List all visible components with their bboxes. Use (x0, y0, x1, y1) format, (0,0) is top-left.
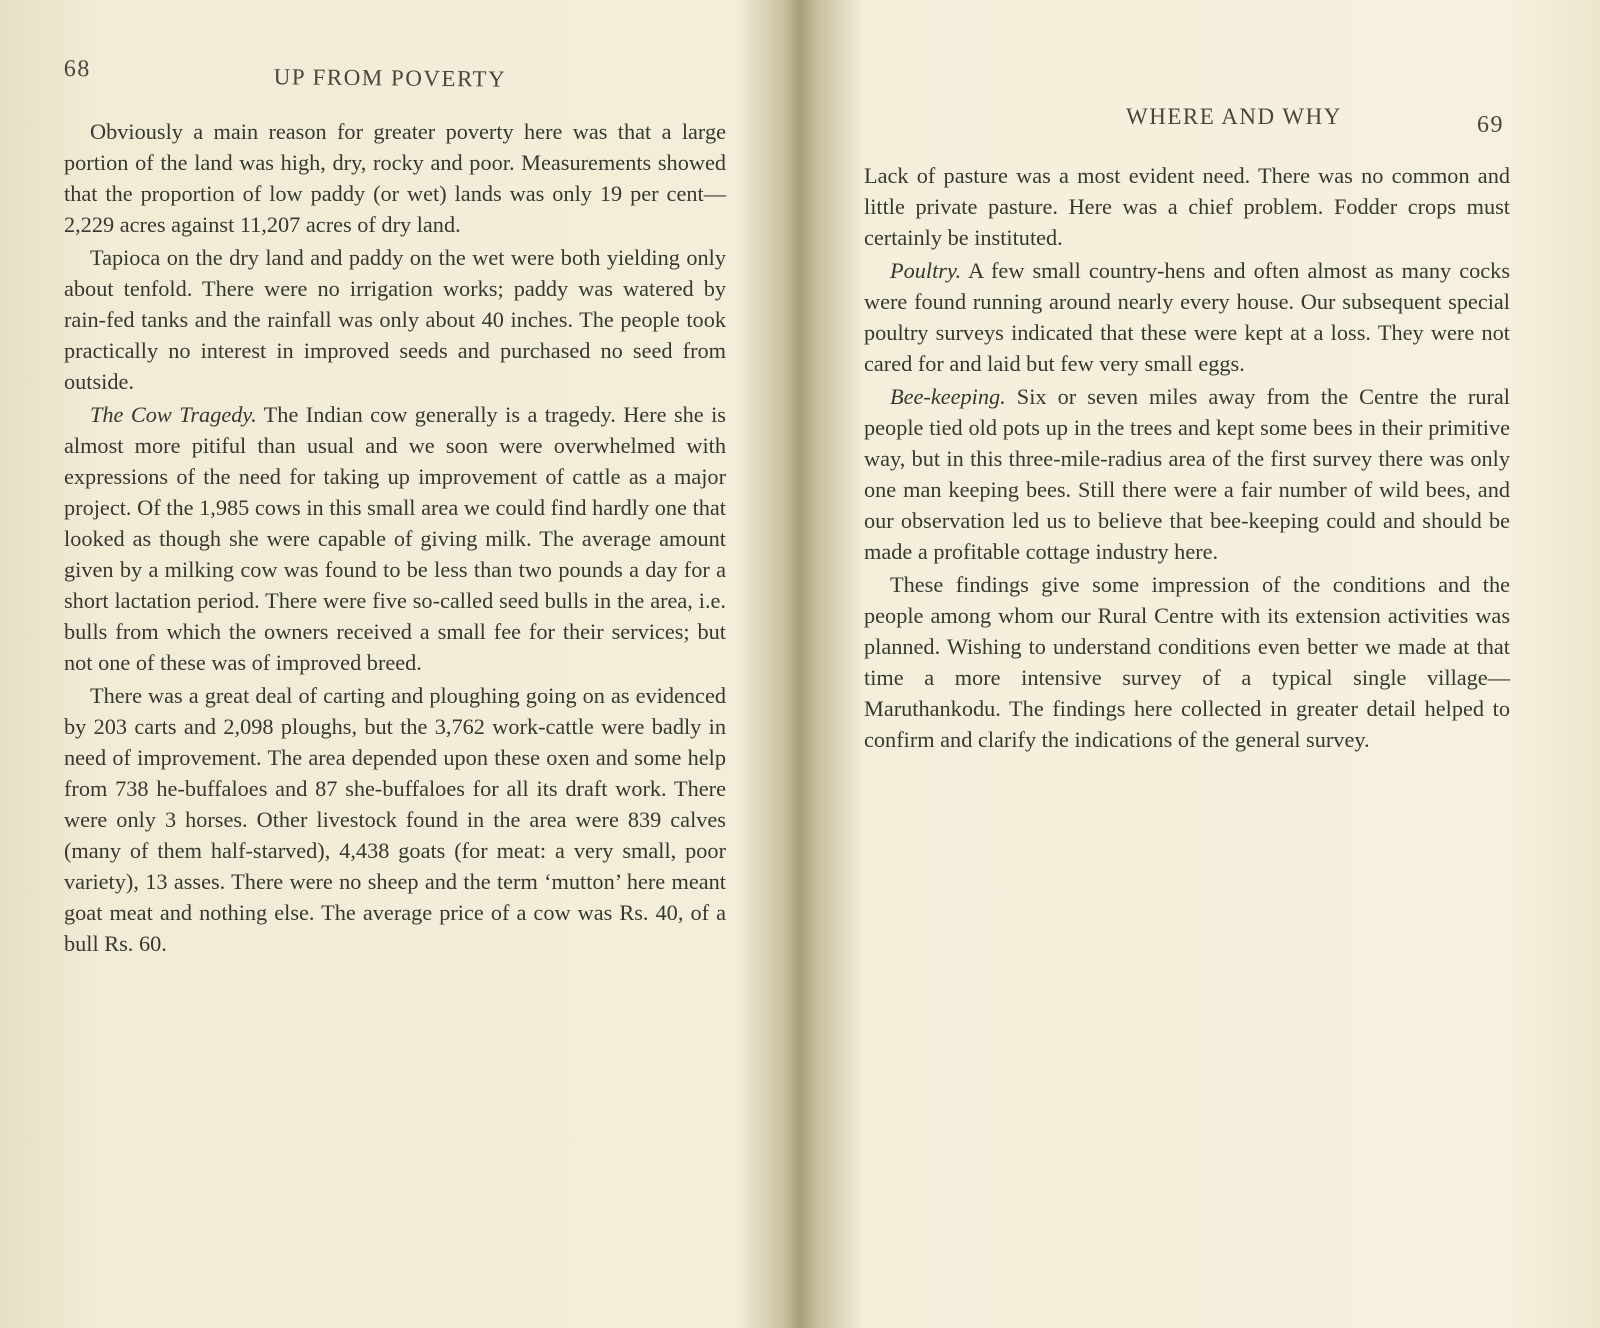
body-text (864, 160, 1510, 755)
page-number: 69 (1477, 112, 1504, 138)
paragraph: Lack of pasture was a most evident need. There was no common and little private pasture. Here was a chief problem. Fodder crops must certainly be instituted. (864, 163, 1510, 250)
paragraph: Obviously a main reason for greater poverty here was that a large portion of the land was high, dry, rocky and poor. Measurements showed that the proportion of low paddy (or wet) lands was only 19 per cent—2,229 acres against 11,207 acres of dry land. (64, 119, 726, 237)
body-text (64, 116, 726, 959)
running-head-title: UP FROM POVERTY (273, 64, 507, 92)
right-page (800, 0, 1600, 1328)
paragraph: Poultry. A few small country-hens and often almost as many cocks were found running around nearly every house. Our subsequent special poultry surveys indicated that these were kept at a loss. They were not cared for and laid but few very small eggs. (864, 258, 1510, 376)
section-heading: Poultry. (890, 258, 962, 283)
running-head (864, 100, 1510, 154)
paragraph: Bee-keeping. Six or seven miles away from the Centre the rural people tied old pots up in the trees and kept some bees in their primitive way, but in this three-mile-radius area of the first survey there was only one man keeping bees. Still there were a fair number of wild bees, and our observation led us to believe that bee-keeping could and should be made a profitable cottage industry here. (864, 384, 1510, 564)
left-page (0, 0, 780, 1328)
running-head-title: WHERE AND WHY (1126, 104, 1342, 129)
section-heading: Bee-keeping. (890, 384, 1006, 409)
paragraph: Tapioca on the dry land and paddy on the wet were both yielding only about tenfold. There were no irrigation works; paddy was watered by rain-fed tanks and the rainfall was only about 40 inches. The people took practically no interest in improved seeds and purchased no seed from outside. (64, 245, 726, 394)
running-head (63, 52, 726, 113)
page-number: 68 (63, 55, 91, 83)
section-heading: The Cow Tragedy. (90, 402, 257, 427)
paragraph: There was a great deal of carting and ploughing going on as evidenced by 203 carts and 2,098 ploughs, but the 3,762 work-cattle were badly in need of improvement. The area depended upon these oxen and some help from 738 he-buffaloes and 87 she-buffaloes for all its draft work. There were only 3 horses. Other livestock found in the area were 839 calves (many of them half-starved), 4,438 goats (for meat: a very small, poor variety), 13 asses. There were no sheep and the term ‘mutton’ here meant goat meat and nothing else. The average price of a cow was Rs. 40, of a bull Rs. 60. (64, 683, 726, 956)
paragraph: The Cow Tragedy. The Indian cow generally is a tragedy. Here she is almost more pitiful than usual and we soon were overwhelmed with expressions of the need for taking up improvement of cattle as a major project. Of the 1,985 cows in this small area we could find hardly one that looked as though she were capable of giving milk. The average amount given by a milking cow was found to be less than two pounds a day for a short lactation period. There were five so-called seed bulls in the area, i.e. bulls from which the owners received a small fee for their services; but not one of these was of improved breed. (64, 402, 726, 675)
paragraph: These findings give some impression of the conditions and the people among whom our Rural Centre with its extension activities was planned. Wishing to understand conditions even better we made at that time a more intensive survey of a typical single village—Maruthankodu. The findings here collected in greater detail helped to confirm and clarify the indications of the general survey. (864, 572, 1510, 752)
